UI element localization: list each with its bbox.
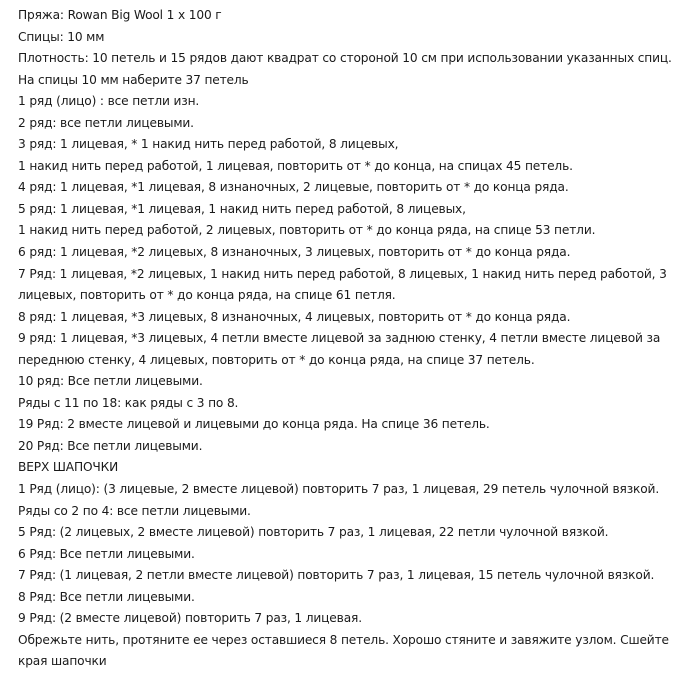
knitting-pattern-document (18, 5, 694, 673)
crown-row-5-line: 5 Ряд: (2 лицевых, 2 вместе лицевой) повторить 7 раз, 1 лицевая, 22 петли чулочной вязкой. (18, 525, 609, 540)
rows-11-18-line: Ряды с 11 по 18: как ряды с 3 по 8. (18, 395, 239, 410)
row-10-line: 10 ряд: Все петли лицевыми. (18, 374, 203, 389)
row-2-line: 2 ряд: все петли лицевыми. (18, 115, 194, 130)
gauge-line: Плотность: 10 петель и 15 рядов дают квадрат со стороной 10 см при использовании указанных спиц. (18, 51, 672, 66)
crown-row-9-line: 9 Ряд: (2 вместе лицевой) повторить 7 раз, 1 лицевая. (18, 611, 362, 626)
cast-on-line: На спицы 10 мм наберите 37 петель (18, 72, 249, 87)
crown-heading: ВЕРХ ШАПОЧКИ (18, 460, 119, 475)
row-4-line: 4 ряд: 1 лицевая, *1 лицевая, 8 изнаночных, 2 лицевые, повторить от * до конца ряда. (18, 180, 569, 195)
row-20-line: 20 Ряд: Все петли лицевыми. (18, 438, 203, 453)
row-3-line: 3 ряд: 1 лицевая, * 1 накид нить перед работой, 8 лицевых, (18, 137, 399, 152)
row-3-continued-line: 1 накид нить перед работой, 1 лицевая, повторить от * до конца, на спицах 45 петель. (18, 158, 573, 173)
row-5-continued-line: 1 накид нить перед работой, 2 лицевых, повторить от * до конца ряда, на спице 53 петли. (18, 223, 596, 238)
crown-row-6-line: 6 Ряд: Все петли лицевыми. (18, 546, 195, 561)
row-7-continued-line: лицевых, повторить от * до конца ряда, на спице 61 петля. (18, 288, 396, 303)
crown-row-7-line: 7 Ряд: (1 лицевая, 2 петли вместе лицевой) повторить 7 раз, 1 лицевая, 15 петель чулочной вязкой. (18, 568, 655, 583)
row-9-continued-line: переднюю стенку, 4 лицевых, повторить от * до конца ряда, на спице 37 петель. (18, 352, 535, 367)
yarn-line: Пряжа: Rowan Big Wool 1 x 100 г (18, 8, 222, 22)
crown-row-8-line: 8 Ряд: Все петли лицевыми. (18, 589, 195, 604)
row-8-line: 8 ряд: 1 лицевая, *3 лицевых, 8 изнаночных, 4 лицевых, повторить от * до конца ряда. (18, 309, 571, 324)
row-19-line: 19 Ряд: 2 вместе лицевой и лицевыми до конца ряда. На спице 36 петель. (18, 417, 490, 432)
row-6-line: 6 ряд: 1 лицевая, *2 лицевых, 8 изнаночных, 3 лицевых, повторить от * до конца ряда. (18, 245, 571, 260)
crown-rows-2-4-line: Ряды со 2 по 4: все петли лицевыми. (18, 503, 251, 518)
finishing-line: Обрежьте нить, протяните ее через оставшиеся 8 петель. Хорошо стяните и завяжите узлом. Сшейте (18, 632, 669, 647)
needles-line: Спицы: 10 мм (18, 29, 105, 44)
row-7-line: 7 Ряд: 1 лицевая, *2 лицевых, 1 накид нить перед работой, 8 лицевых, 1 накид нить перед работой, 3 (18, 266, 667, 281)
row-9-line: 9 ряд: 1 лицевая, *3 лицевых, 4 петли вместе лицевой за заднюю стенку, 4 петли вместе лицевой за (18, 331, 661, 346)
row-1-line: 1 ряд (лицо) : все петли изн. (18, 94, 200, 109)
row-5-line: 5 ряд: 1 лицевая, *1 лицевая, 1 накид нить перед работой, 8 лицевых, (18, 201, 466, 216)
finishing-continued-line: края шапочки (18, 654, 107, 669)
crown-row-1-line: 1 Ряд (лицо): (3 лицевые, 2 вместе лицевой) повторить 7 раз, 1 лицевая, 29 петель чулочной вязкой. (18, 482, 660, 497)
